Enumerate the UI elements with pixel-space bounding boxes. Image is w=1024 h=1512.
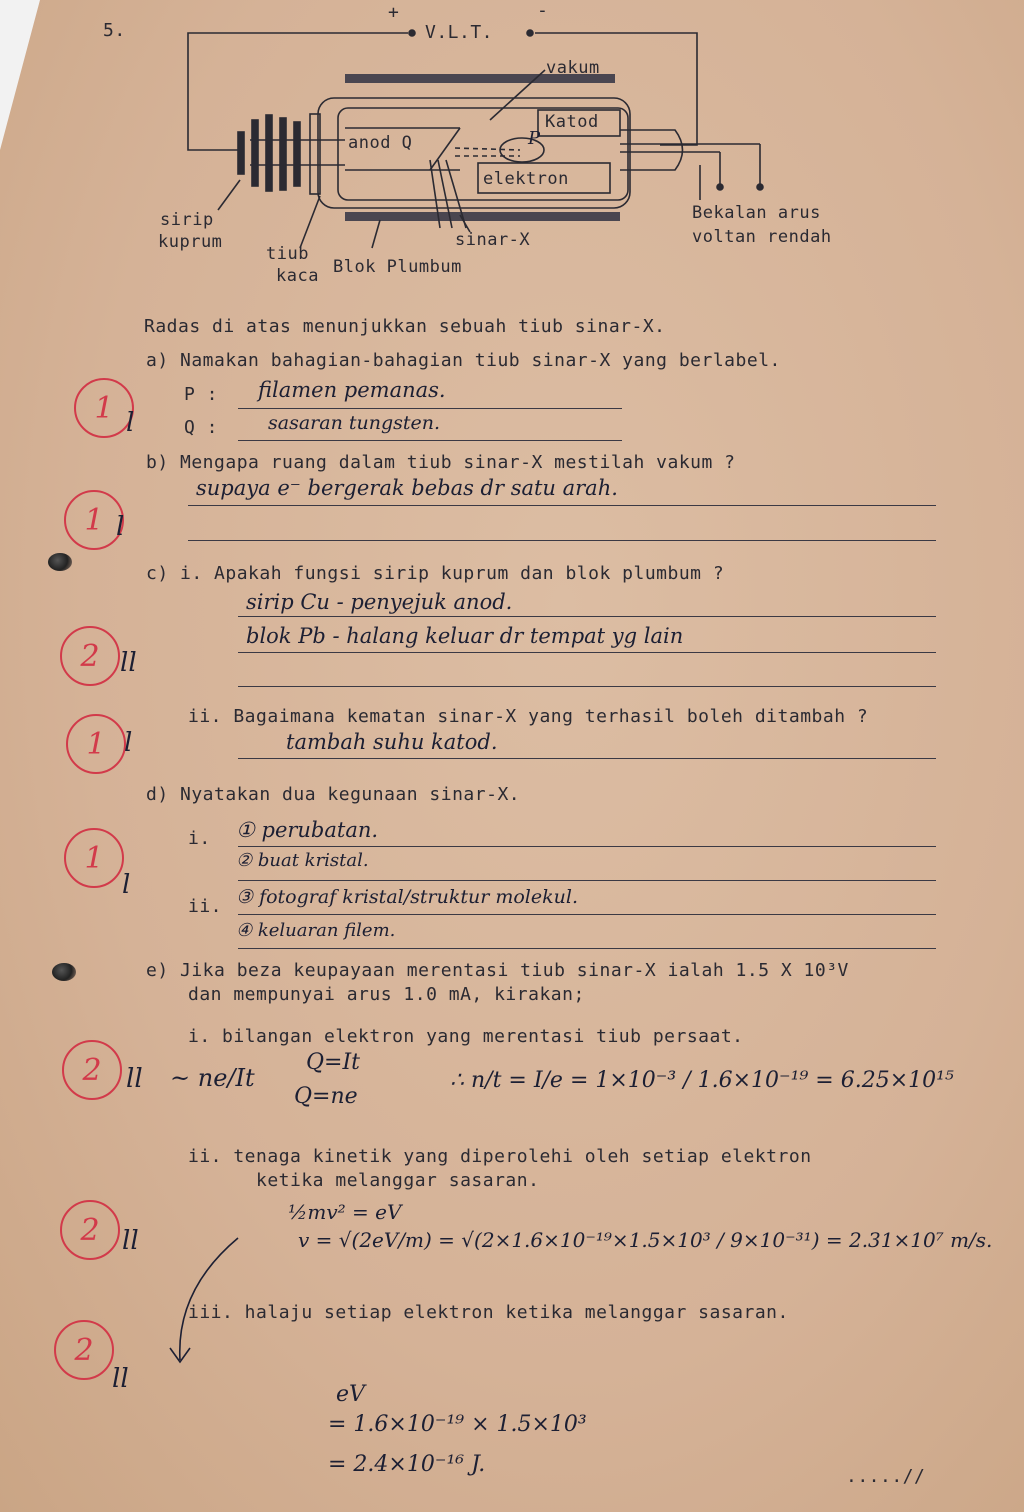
question-c-ii: ii. Bagaimana kematan sinar-X yang terhasil boleh ditambah ?: [188, 706, 869, 727]
question-d: d) Nyatakan dua kegunaan sinar-X.: [146, 784, 521, 805]
answer-q: sasaran tungsten.: [268, 412, 441, 434]
question-a: a) Namakan bahagian-bahagian tiub sinar-X yang berlabel.: [146, 350, 781, 371]
bekalan-label: Bekalan arus: [692, 203, 821, 223]
score-mark-c-ii: 1: [66, 714, 126, 774]
question-number: 5.: [103, 20, 126, 41]
minus-sign: -: [537, 0, 549, 21]
question-c-i: c) i. Apakah fungsi sirip kuprum dan blok plumbum ?: [146, 563, 725, 584]
d-i-label: i.: [188, 828, 211, 849]
vakum-label: vakum: [546, 58, 600, 78]
tick-a: l: [126, 408, 135, 438]
question-e-line1: e) Jika beza keupayaan merentasi tiub sinar-X ialah 1.5 X 10³V: [146, 960, 849, 981]
score-mark-b: 1: [64, 490, 124, 550]
elektron-label: elektron: [483, 169, 569, 189]
sirip-label: sirip: [160, 210, 214, 230]
tick-d: l: [122, 870, 131, 900]
work-e-iii-b: = 1.6×10⁻¹⁹ × 1.5×10³: [328, 1412, 587, 1437]
tick-e-iii: ll: [112, 1364, 129, 1394]
work-e-ii-b: v = √(2eV/m) = √(2×1.6×10⁻¹⁹×1.5×10³ / 9×10⁻³¹) = 2.31×10⁷ m/s.: [298, 1228, 993, 1252]
blok-plumbum-label: Blok Plumbum: [333, 257, 462, 277]
work-e-i-a: ~ ne/It: [170, 1064, 255, 1092]
question-e-iii: iii. halaju setiap elektron ketika melanggar sasaran.: [188, 1302, 789, 1323]
score-mark-e-iii: 2: [54, 1320, 114, 1380]
tick-c-ii: l: [124, 728, 133, 758]
p-mark: P: [528, 128, 541, 149]
score-mark-e-ii: 2: [60, 1200, 120, 1260]
tiub-label: tiub: [266, 244, 309, 264]
answer-c-i-1: sirip Cu - penyejuk anod.: [246, 590, 513, 614]
anod-label: anod Q: [348, 133, 413, 153]
work-e-i-c: Q=ne: [294, 1084, 358, 1109]
answer-c-ii: tambah suhu katod.: [286, 730, 498, 754]
answer-b: supaya e⁻ bergerak bebas dr satu arah.: [196, 476, 618, 500]
score-mark-a: 1: [74, 378, 134, 438]
tick-b: l: [116, 512, 125, 542]
answer-d-1: ① perubatan.: [236, 818, 379, 842]
question-e-i: i. bilangan elektron yang merentasi tiub persaat.: [188, 1026, 744, 1047]
answer-c-i-2: blok Pb - halang keluar dr tempat yg lain: [246, 624, 684, 648]
sinar-x-label: sinar-X: [455, 230, 531, 250]
q-label: Q :: [184, 417, 219, 438]
question-e-ii-line1: ii. tenaga kinetik yang diperolehi oleh setiap elektron: [188, 1146, 812, 1167]
question-b: b) Mengapa ruang dalam tiub sinar-X mestilah vakum ?: [146, 452, 736, 473]
tick-e-ii: ll: [122, 1226, 139, 1256]
answer-d-3: ③ fotograf kristal/struktur molekul.: [236, 886, 578, 908]
page-continue: .....//: [846, 1466, 926, 1487]
score-mark-e-i: 2: [62, 1040, 122, 1100]
score-mark-d: 1: [64, 828, 124, 888]
kaca-label: kaca: [276, 266, 319, 286]
question-e-ii-line2: ketika melanggar sasaran.: [256, 1170, 540, 1191]
work-e-iii-c: = 2.4×10⁻¹⁶ J.: [328, 1452, 486, 1477]
p-label: P :: [184, 384, 219, 405]
work-e-i-b: Q=It: [306, 1050, 361, 1075]
work-e-ii-a: ½mv² = eV: [288, 1200, 402, 1224]
answer-p: filamen pemanas.: [258, 378, 446, 402]
d-ii-label: ii.: [188, 896, 223, 917]
plus-sign: +: [388, 2, 400, 23]
answer-d-2: ② buat kristal.: [236, 850, 369, 871]
question-e-line2: dan mempunyai arus 1.0 mA, kirakan;: [188, 984, 585, 1005]
answer-d-4: ④ keluaran filem.: [236, 920, 396, 941]
tick-c-i: ll: [120, 648, 137, 678]
intro-text: Radas di atas menunjukkan sebuah tiub sinar-X.: [144, 316, 666, 337]
work-e-i-d: ∴ n/t = I/e = 1×10⁻³ / 1.6×10⁻¹⁹ = 6.25×10¹⁵: [450, 1068, 954, 1093]
work-e-iii-a: eV: [336, 1382, 365, 1407]
voltan-rendah-label: voltan rendah: [692, 227, 832, 247]
kuprum-label: kuprum: [158, 232, 223, 252]
score-mark-c-i: 2: [60, 626, 120, 686]
tick-e-i: ll: [126, 1064, 143, 1094]
vlt-label: V.L.T.: [425, 22, 494, 43]
katod-label: Katod: [545, 112, 599, 132]
